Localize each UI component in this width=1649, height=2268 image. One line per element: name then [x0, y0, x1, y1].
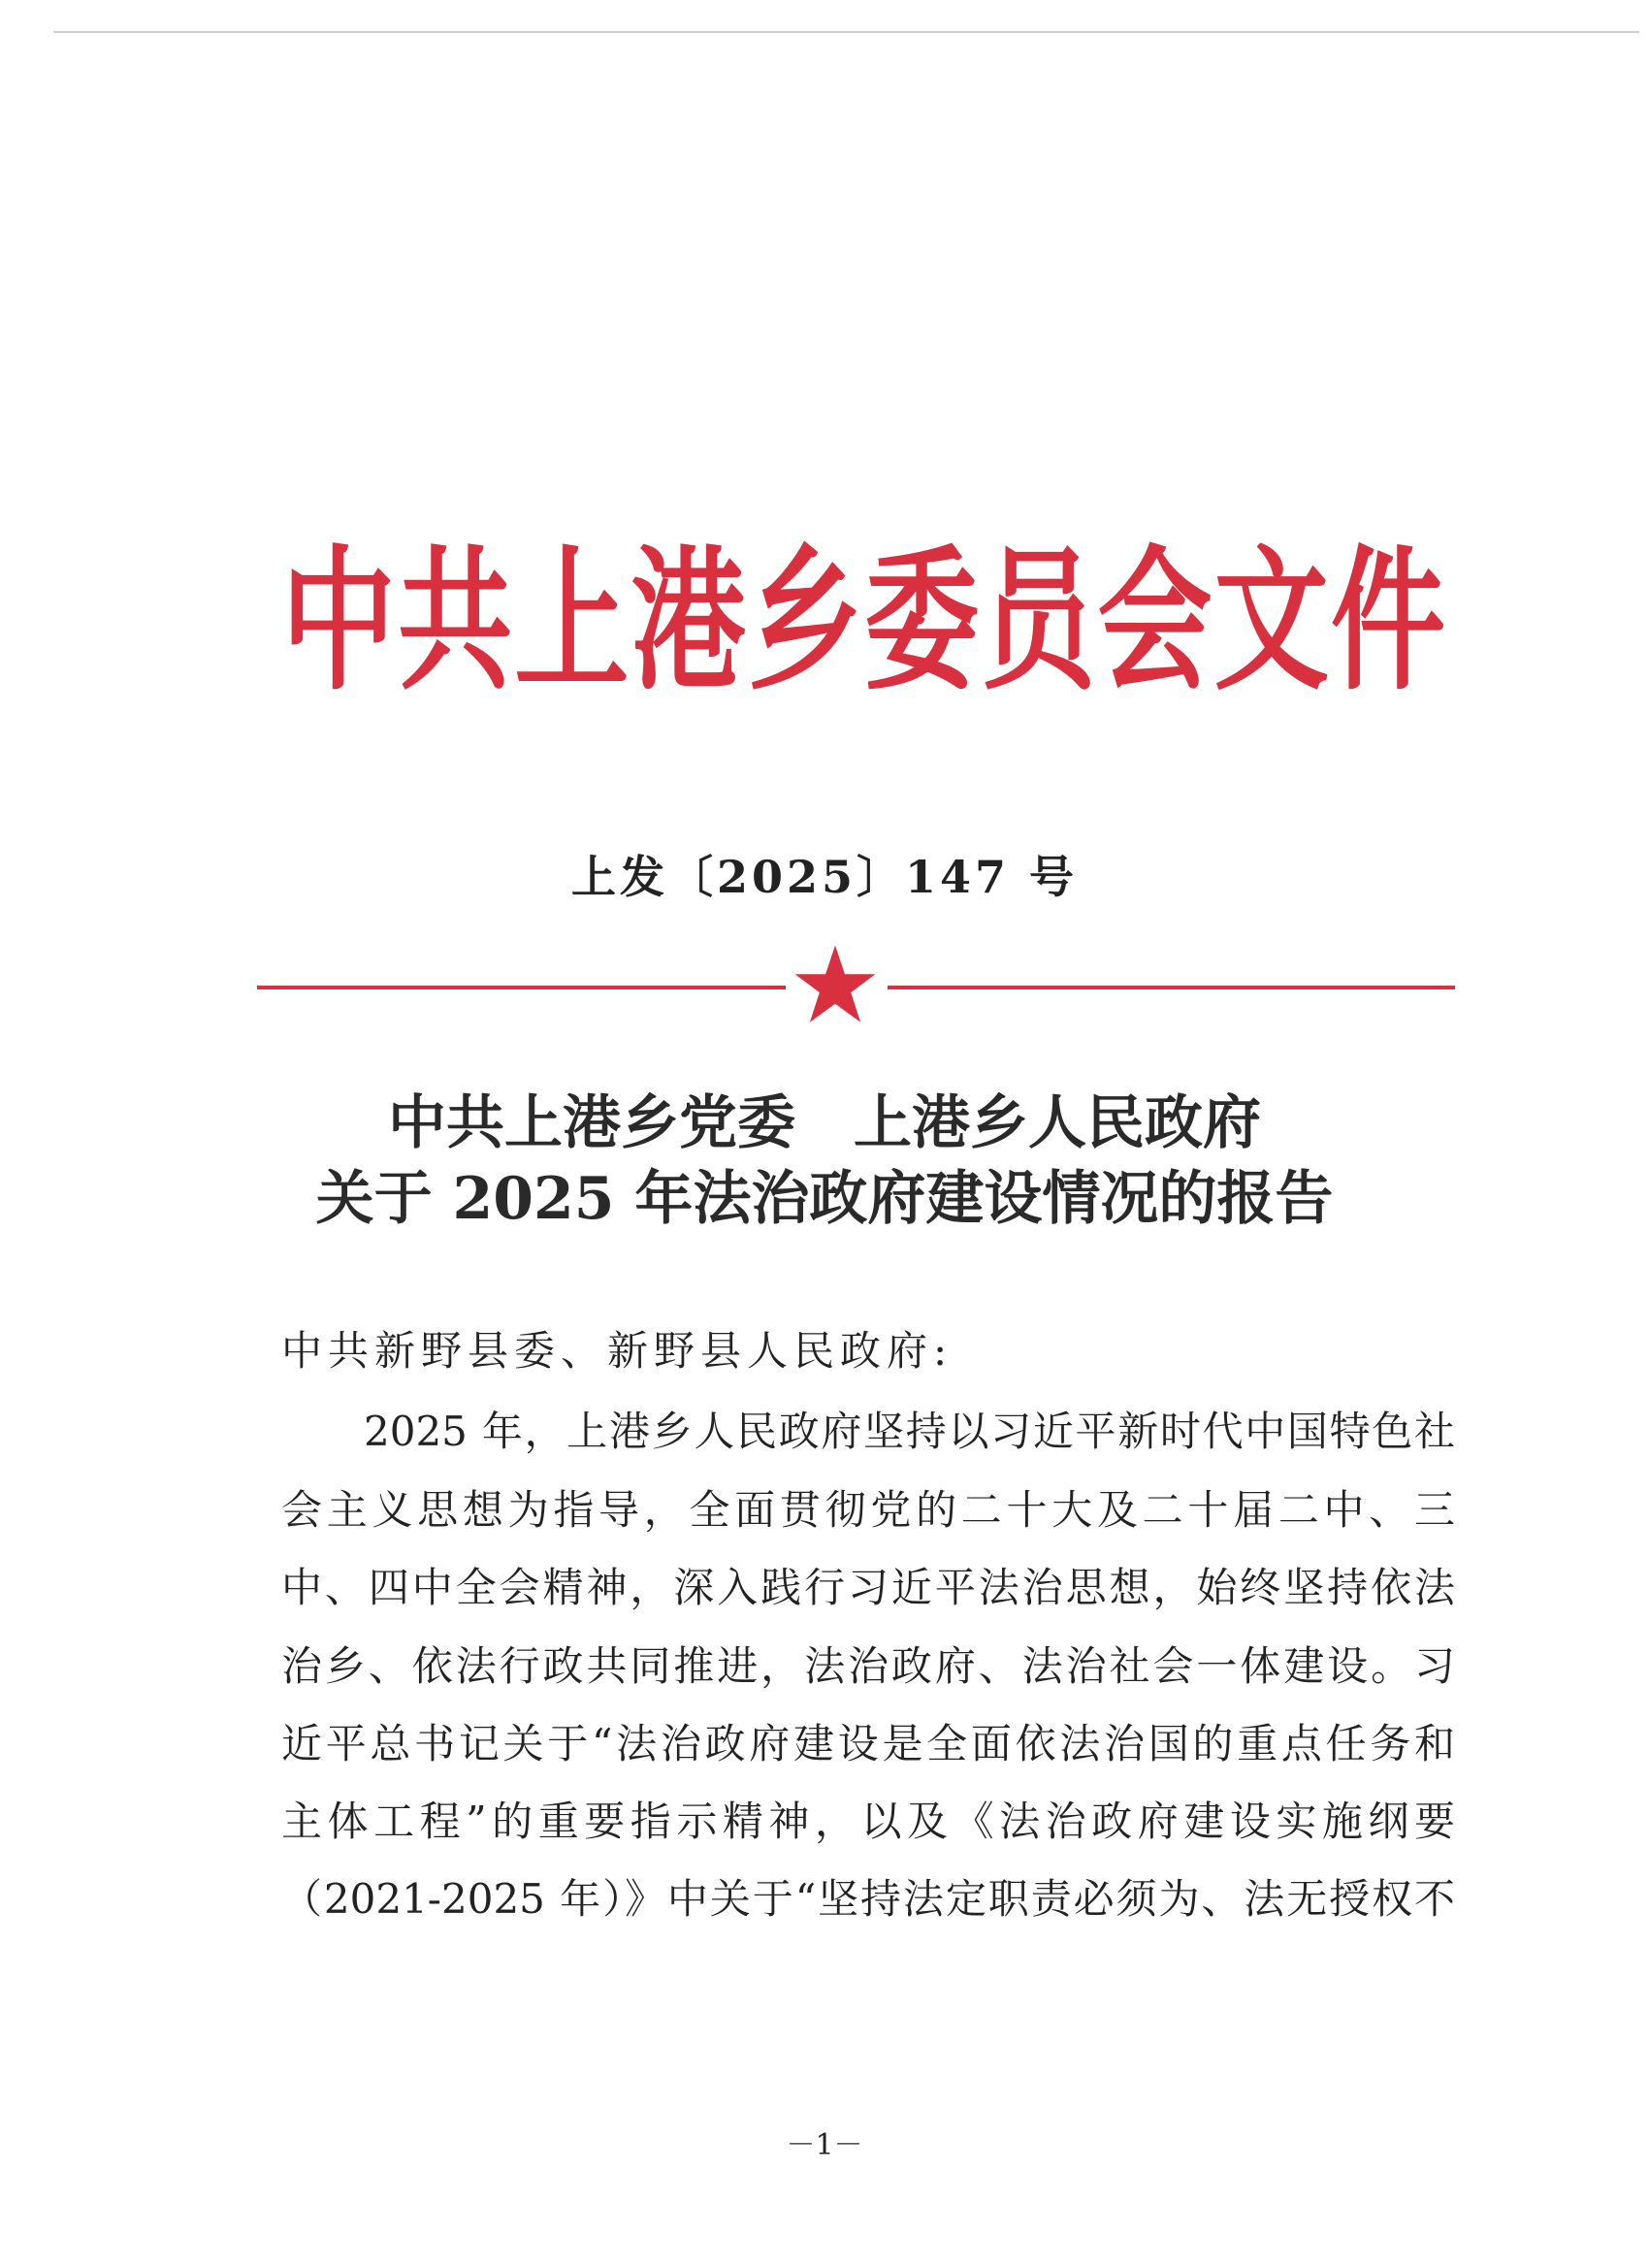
body-line: 治乡、依法行政共同推进，法治政府、法治社会一体建设。习 — [281, 1642, 1455, 1690]
star-icon — [792, 941, 879, 1028]
body-line: 近平总书记关于“法治政府建设是全面依法治国的重点任务和 — [281, 1720, 1455, 1767]
report-title-line-2: 关于 2025 年法治政府建设情况的报告 — [315, 1165, 1334, 1233]
salutation: 中共新野县委、新野县人民政府: — [281, 1327, 954, 1375]
scan-top-border — [53, 31, 1639, 33]
body-line: （2021-2025 年）》中关于“坚持法定职责必须为、法无授权不 — [281, 1875, 1455, 1923]
body-line: 中、四中全会精神，深入践行习近平法治思想，始终坚持依法 — [281, 1564, 1455, 1611]
red-divider-left — [257, 986, 786, 989]
red-divider-right — [888, 986, 1455, 989]
page-number: －1－ — [786, 2128, 863, 2162]
report-title-line-1: 中共上港乡党委 上港乡人民政府 — [388, 1089, 1261, 1157]
issuer-red-title: 中共上港乡委员会文件 — [281, 530, 1445, 712]
document-number: 上发〔2025〕147 号 — [570, 851, 1079, 903]
body-line: 会主义思想为指导，全面贯彻党的二十大及二十届二中、三 — [281, 1486, 1455, 1534]
body-line: 2025 年，上港乡人民政府坚持以习近平新时代中国特色社 — [364, 1408, 1455, 1455]
body-line: 主体工程”的重要指示精神，以及《法治政府建设实施纲要 — [281, 1798, 1455, 1845]
